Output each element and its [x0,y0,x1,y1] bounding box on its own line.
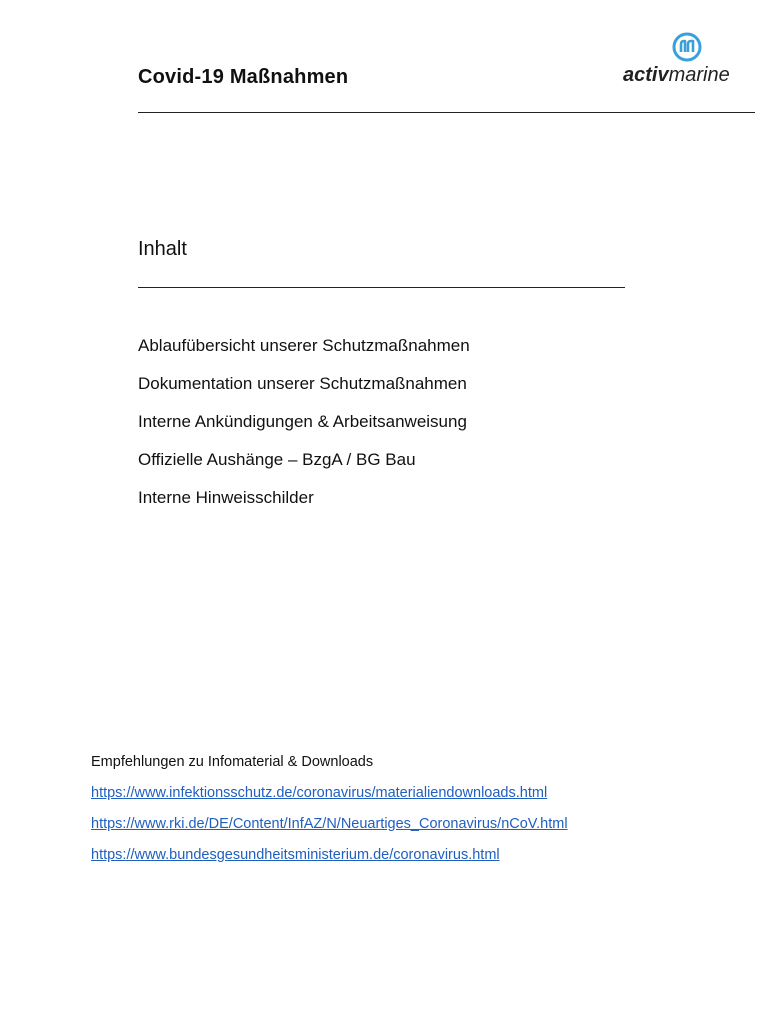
toc-heading: Inhalt [138,238,187,260]
toc-divider [138,287,625,288]
resource-link-infektionsschutz[interactable]: https://www.infektionsschutz.de/coronavirus/materialiendownloads.html [91,785,548,801]
toc-list [138,336,470,526]
resource-link-rki[interactable]: https://www.rki.de/DE/Content/InfAZ/N/Neuartiges_Coronavirus/nCoV.html [91,816,568,832]
resources-heading: Empfehlungen zu Infomaterial & Downloads [91,754,374,770]
header-divider [138,112,755,113]
toc-item[interactable]: Dokumentation unserer Schutzmaßnahmen [138,374,467,393]
resources-section [91,753,568,877]
toc-item[interactable]: Ablaufübersicht unserer Schutzmaßnahmen [138,336,470,355]
resource-link-bmg[interactable]: https://www.bundesgesundheitsministerium.de/coronavirus.html [91,847,500,863]
company-logo [620,32,755,92]
toc-item[interactable]: Interne Hinweisschilder [138,488,314,507]
toc-item[interactable]: Offizielle Aushänge – BzgA / BG Bau [138,450,416,469]
logo-text-light: marine [668,64,730,86]
logo-text-bold: activ [623,64,669,86]
logo-wordmark [623,64,730,87]
activmarine-logo-icon [672,32,702,62]
document-title: Covid-19 Maßnahmen [138,66,349,88]
toc-item[interactable]: Interne Ankündigungen & Arbeitsanweisung [138,412,467,431]
